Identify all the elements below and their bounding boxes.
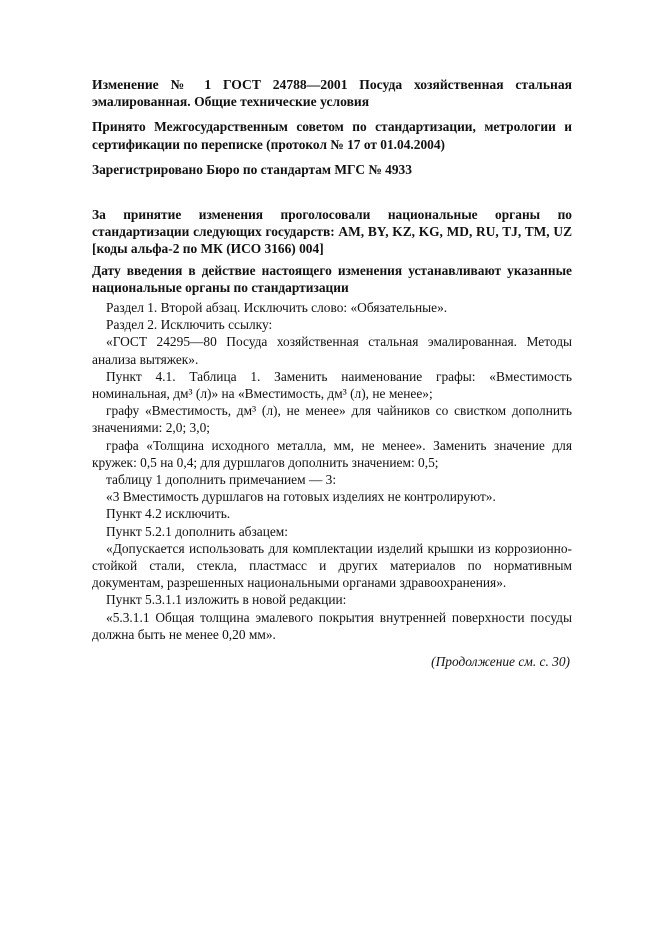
paragraph: таблицу 1 дополнить примечанием — 3:	[106, 472, 337, 488]
amendment-body	[92, 299, 572, 643]
continuation-note: (Продолжение см. с. 30)	[431, 654, 570, 670]
paragraph: «5.3.1.1 Общая толщина эмалевого покрытия внутренней поверхности посуды должна быть не менее 0,20 мм».	[92, 609, 572, 642]
document-page	[92, 76, 572, 684]
paragraph: «ГОСТ 24295—80 Посуда хозяйственная стальная эмалированная. Методы анализа вытяжек».	[92, 334, 572, 367]
effective-date-note: Дату введения в действие настоящего изменения устанавливают указанные национальные органы по стандартизации	[92, 262, 572, 295]
paragraph: «Допускается использовать для комплектации изделий крышки из коррозионно-стойкой стали, стекла, пластмасс и других материалов по нормативным документам, разрешенных национальными органами здравоохранения».	[92, 540, 572, 591]
paragraph: «3 Вместимость дуршлагов на готовых изделиях не контролируют».	[106, 489, 496, 505]
paragraph: Пункт 4.1. Таблица 1. Заменить наименование графы: «Вместимость номинальная, дм³ (л)» на «Вместимость, дм³ (л), не менее»;	[92, 368, 572, 402]
paragraph: Пункт 5.2.1 дополнить абзацем:	[106, 523, 288, 539]
registration-note: Зарегистрировано Бюро по стандартам МГС № 4933	[92, 161, 412, 177]
paragraph: Раздел 1. Второй абзац. Исключить слово: «Обязательные».	[106, 300, 448, 316]
voting-note: За принятие изменения проголосовали национальные органы по стандартизации следующих государств: AM, BY, KZ, KG, MD, RU, TJ, TM, UZ [коды альфа-2 по МК (ИСО 3166) 004]	[92, 207, 572, 257]
adoption-note: Принято Межгосударственным советом по стандартизации, метрологии и сертификации по переписке (протокол № 17 от 01.04.2004)	[92, 119, 572, 152]
paragraph: графа «Толщина исходного металла, мм, не менее». Заменить значение для кружек: 0,5 на 0,4; для дуршлагов дополнить значением: 0,5;	[92, 437, 572, 470]
paragraph: Пункт 4.2 исключить.	[106, 506, 231, 522]
paragraph: Раздел 2. Исключить ссылку:	[106, 317, 273, 333]
paragraph: графу «Вместимость, дм³ (л), не менее» для чайников со свистком дополнить значениями: 2,0; 3,0;	[92, 403, 572, 436]
amendment-title: Изменение № 1 ГОСТ 24788—2001 Посуда хозяйственная стальная эмалированная. Общие технические условия	[92, 77, 572, 110]
paragraph: Пункт 5.3.1.1 изложить в новой редакции:	[106, 592, 347, 608]
